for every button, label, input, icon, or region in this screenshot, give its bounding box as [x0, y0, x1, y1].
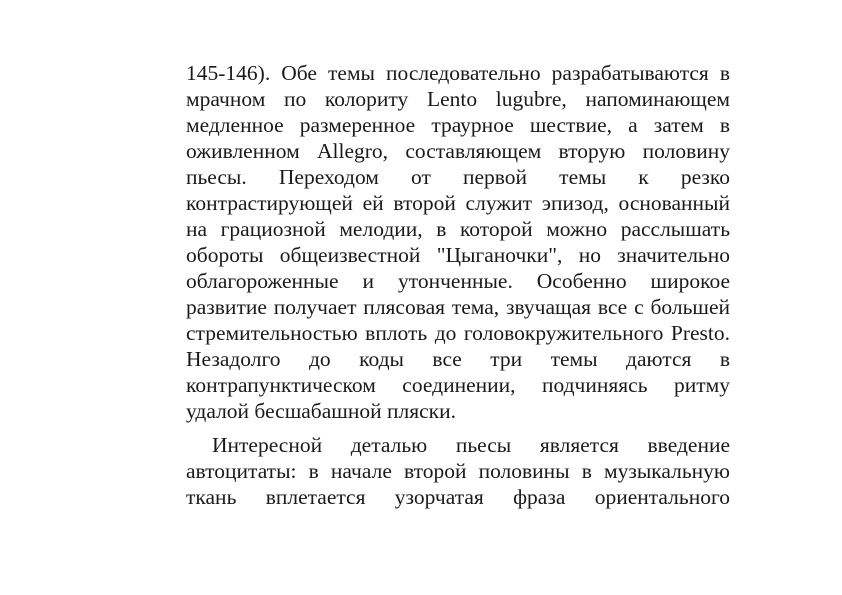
- text-line: 145-146). Обе темы последовательно разрабатываются в: [186, 61, 730, 85]
- text-line: стремительностью вплоть до головокружительного Presto.: [186, 321, 730, 345]
- text-line: ткань вплетается узорчатая фраза ориентального: [186, 485, 730, 509]
- text-line: обороты общеизвестной "Цыганочки", но значительно: [186, 243, 730, 267]
- text-line: на грациозной мелодии, в которой можно расслышать: [186, 217, 730, 241]
- text-line: медленное размеренное траурное шествие, а затем в: [186, 113, 730, 137]
- text-line: облагороженные и утонченные. Особенно широкое: [186, 269, 730, 293]
- paragraph-gap: [186, 424, 730, 432]
- text-line: оживленном Allegro, составляющем вторую половину: [186, 139, 730, 163]
- text-line: пьесы. Переходом от первой темы к резко: [186, 165, 730, 189]
- document-body: [186, 60, 730, 510]
- text-line: контрапунктическом соединении, подчиняясь ритму: [186, 373, 730, 397]
- paragraph-2: [186, 432, 730, 510]
- paragraph-1: [186, 60, 730, 424]
- text-line: удалой бесшабашной пляски.: [186, 399, 456, 423]
- text-line: Интересной деталью пьесы является введение: [212, 433, 730, 457]
- text-line: развитие получает плясовая тема, звучащая все с большей: [186, 295, 730, 319]
- text-line: контрастирующей ей второй служит эпизод, основанный: [186, 191, 730, 215]
- text-line: автоцитаты: в начале второй половины в музыкальную: [186, 459, 730, 483]
- text-line: Незадолго до коды все три темы даются в: [186, 347, 730, 371]
- text-line: мрачном по колориту Lento lugubre, напоминающем: [186, 87, 730, 111]
